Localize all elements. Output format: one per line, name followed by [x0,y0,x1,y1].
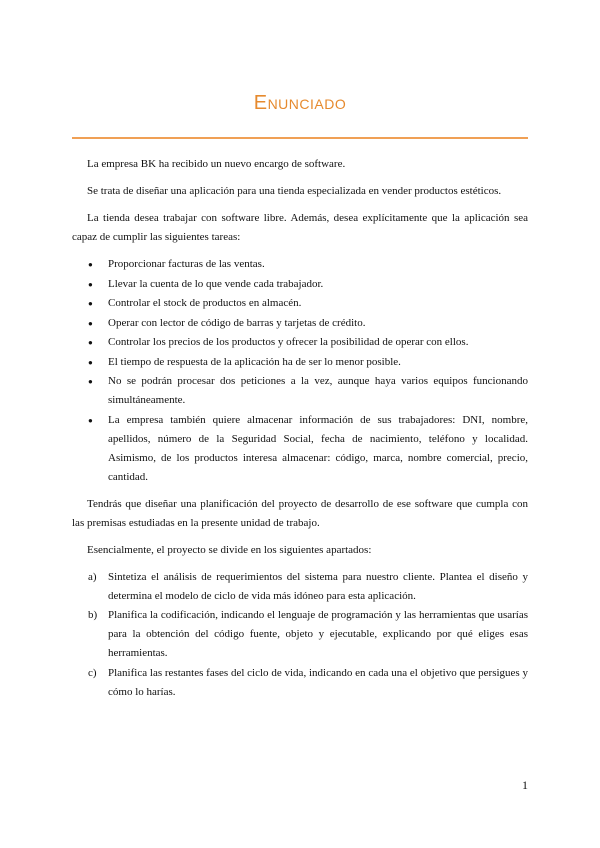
list-item: b) Planifica la codificación, indicando el lenguaje de programación y las herramientas que usarías para la obtención del código fuente, objeto y ejecutable, explicando por qué eliges esas herramientas. [72,606,528,663]
document-title: Enunciado [253,92,347,114]
bullet-icon: ● [88,338,93,347]
list-item: c) Planifica las restantes fases del ciclo de vida, indicando en cada una el objetivo que persigues y cómo lo harías. [72,664,528,702]
list-item: ● Controlar el stock de productos en almacén. [72,294,528,313]
sections-list [72,568,528,702]
list-item: ● Controlar los precios de los productos y ofrecer la posibilidad de operar con ellos. [72,333,528,352]
list-item: ● Llevar la cuenta de lo que vende cada trabajador. [72,275,528,294]
bullet-icon: ● [88,299,93,308]
sections-intro-paragraph: Esencialmente, el proyecto se divide en los siguientes apartados: [87,543,372,556]
list-item: ● Proporcionar facturas de las ventas. [72,255,528,274]
list-item: ● Operar con lector de código de barras y tarjetas de crédito. [72,314,528,333]
requirements-paragraph: La tienda desea trabajar con software libre. Además, desea explícitamente que la aplicación sea capaz de cumplir las siguientes tareas: [72,212,528,243]
title-divider [72,137,528,139]
section-marker: c) [88,666,97,679]
planning-paragraph: Tendrás que diseñar una planificación del proyecto de desarrollo de ese software que cumpla con las premisas estudiadas en la presente unidad de trabajo. [72,497,528,529]
description-paragraph: Se trata de diseñar una aplicación para una tienda especializada en vender productos estéticos. [87,185,502,197]
page-number: 1 [522,778,528,792]
bullet-icon: ● [88,357,93,367]
section-marker: b) [88,609,98,621]
bullet-icon: ● [88,279,93,289]
bullet-icon: ● [88,318,93,328]
task-list [72,255,528,487]
bullet-icon: ● [88,415,93,425]
list-item: a) Sintetiza el análisis de requerimientos del sistema para nuestro cliente. Plantea el diseño y determina el modelo de ciclo de vida más idóneo para esta aplicación. [72,568,528,606]
list-item: ● El tiempo de respuesta de la aplicación ha de ser lo menor posible. [72,353,528,372]
bullet-icon: ● [88,260,93,269]
bullet-icon: ● [88,377,93,386]
document-body [72,155,528,702]
intro-paragraph: La empresa BK ha recibido un nuevo encargo de software. [87,158,346,170]
list-item: ● La empresa también quiere almacenar información de sus trabajadores: DNI, nombre, apellidos, número de la Seguridad Social, fecha de nacimiento, teléfono y localidad. Asimismo, de los productos interesa almacenar: código, marca, nombre comercial, precio, cantidad. [72,411,528,487]
list-item: ● No se podrán procesar dos peticiones a la vez, aunque haya varios equipos funcionando simultáneamente. [72,372,528,410]
section-marker: a) [88,570,97,583]
